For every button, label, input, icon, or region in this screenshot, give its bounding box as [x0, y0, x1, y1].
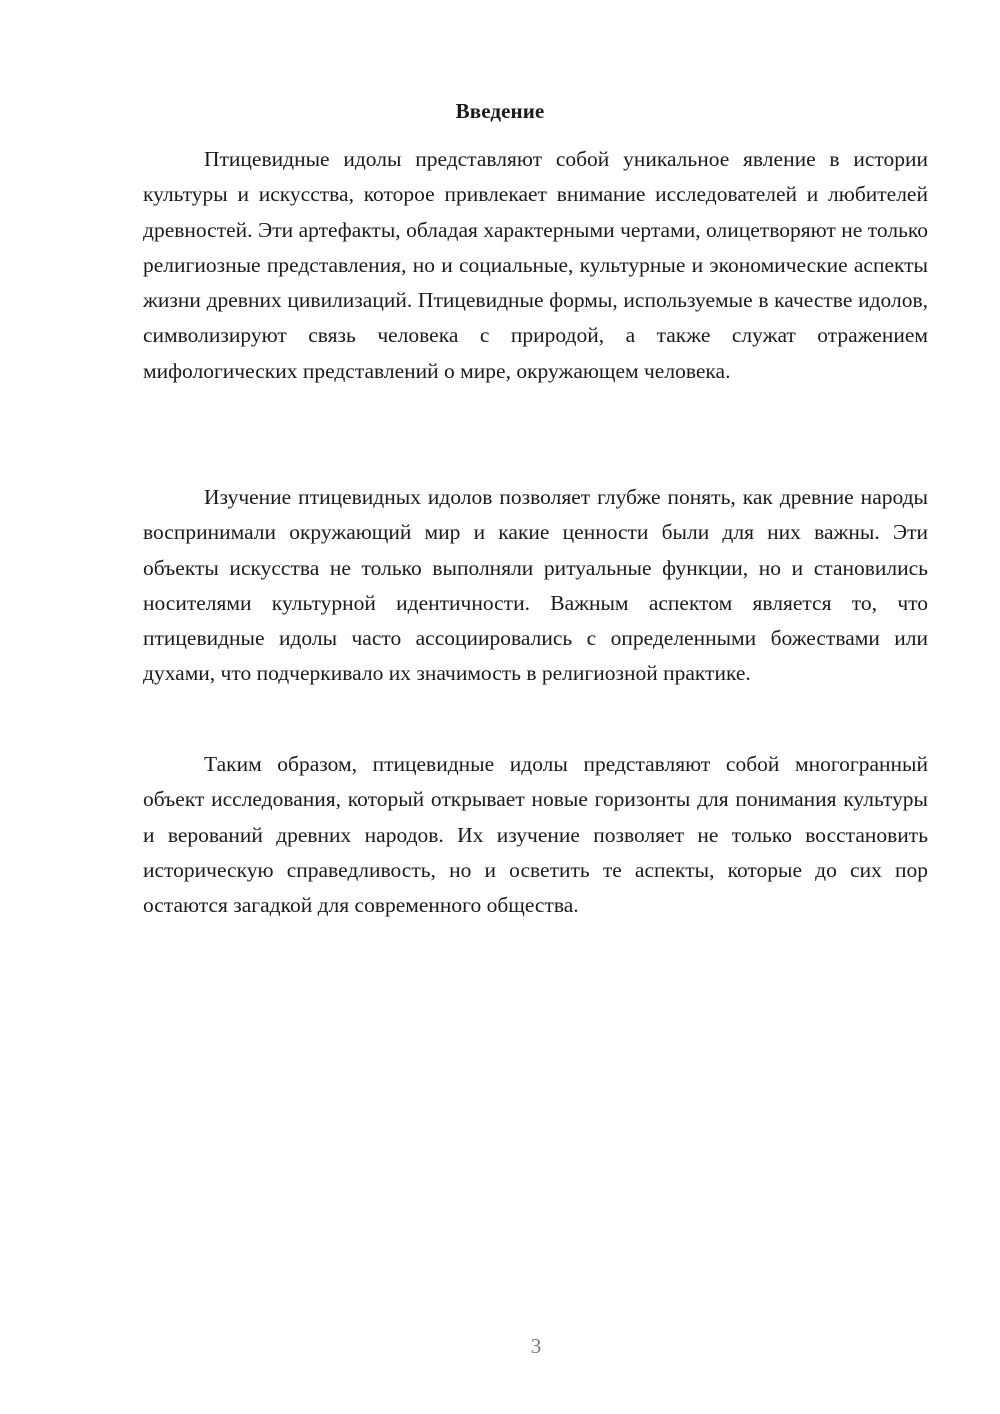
page-number: 3 [530, 1334, 542, 1358]
body-paragraph: Птицевидные идолы представляют собой уникальное явление в истории культуры и искусства, которое привлекает внимание исследователей и любителей древностей. Эти артефакты, обладая характерными чертами, олицетворяют не только религиозные представления, но и социальные, культурные и экономические аспекты жизни древних цивилизаций. Птицевидные формы, используемые в качестве идолов, символизируют связь человека с природой, а также служат отражением мифологических представлений о мире, окружающем человека. [143, 147, 928, 383]
body-paragraph: Таким образом, птицевидные идолы представляют собой многогранный объект исследования, который открывает новые горизонты для понимания культуры и верований древних народов. Их изучение позволяет не только восстановить историческую справедливость, но и осветить те аспекты, которые до сих пор остаются загадкой для современного общества. [143, 752, 928, 918]
body-paragraph: Изучение птицевидных идолов позволяет глубже понять, как древние народы воспринимали окружающий мир и какие ценности были для них важны. Эти объекты искусства не только выполняли ритуальные функции, но и становились носителями культурной идентичности. Важным аспектом является то, что птицевидные идолы часто ассоциировались с определенными божествами или духами, что подчеркивало их значимость в религиозной практике. [143, 485, 928, 686]
page-title: Введение [455, 99, 545, 123]
